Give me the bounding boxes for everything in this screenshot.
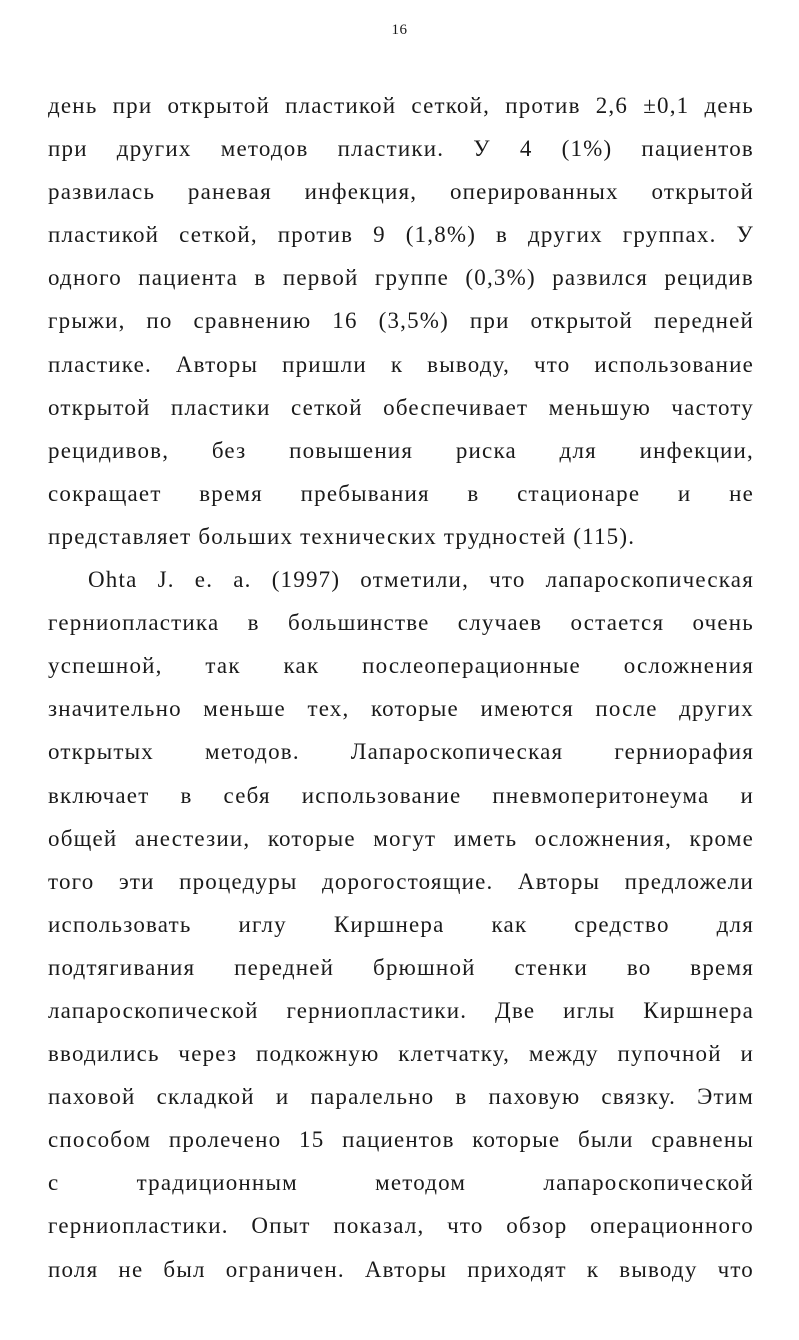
text-line: значительно меньше тех, которые имеются после других [48,696,754,722]
paragraph [48,84,754,558]
text-line: с традиционным методом лапароскопической [48,1170,754,1196]
text-line: одного пациента в первой группе (0,3%) развился рецидив [48,265,754,291]
text-line: рецидивов, без повышения риска для инфекции, [48,437,754,463]
text-line: поля не был ограничен. Авторы приходят к выводу что [48,1256,754,1282]
text-line: лапароскопической герниопластики. Две иглы Киршнера [48,997,754,1023]
text-line: подтягивания передней брюшной стенки во время [48,954,754,980]
text-line: развилась раневая инфекция, оперированных открытой [48,179,754,205]
text-line: герниопластика в большинстве случаев остается очень [48,610,754,636]
text-line: способом пролечено 15 пациентов которые были сравнены [48,1127,754,1153]
text-line: сокращает время пребывания в стационаре и не [48,480,754,506]
text-line: при других методов пластики. У 4 (1%) пациентов [48,136,754,162]
text-line: вводились через подкожную клетчатку, между пупочной и [48,1041,754,1067]
text-line: паховой складкой и паралельно в паховую связку. Этим [48,1084,754,1110]
text-line: герниопластики. Опыт показал, что обзор операционного [48,1213,754,1239]
text-line: общей анестезии, которые могут иметь осложнения, кроме [48,825,754,851]
text-line: представляет больших технических трудностей (115). [48,523,636,549]
text-line: включает в себя использование пневмоперитонеума и [48,782,754,808]
text-line: Ohta J. e. a. (1997) отметили, что лапароскопическая [88,567,754,593]
text-line: грыжи, по сравнению 16 (3,5%) при открытой передней [48,308,754,334]
paragraph [48,558,754,1291]
text-line: пластикой сеткой, против 9 (1,8%) в других группах. У [48,222,754,248]
text-line: использовать иглу Киршнера как средство для [48,911,754,937]
page-number: 16 [391,22,408,38]
text-line: открытых методов. Лапароскопическая герниорафия [48,739,754,765]
text-line: успешной, так как послеоперационные осложнения [48,653,754,679]
text-line: пластике. Авторы пришли к выводу, что использование [48,351,754,377]
text-line: открытой пластики сеткой обеспечивает меньшую частоту [48,394,754,420]
text-line: день при открытой пластикой сеткой, против 2,6 ±0,1 день [48,93,754,118]
body-text [48,84,754,1291]
text-line: того эти процедуры дорогостоящие. Авторы предложели [48,868,754,894]
